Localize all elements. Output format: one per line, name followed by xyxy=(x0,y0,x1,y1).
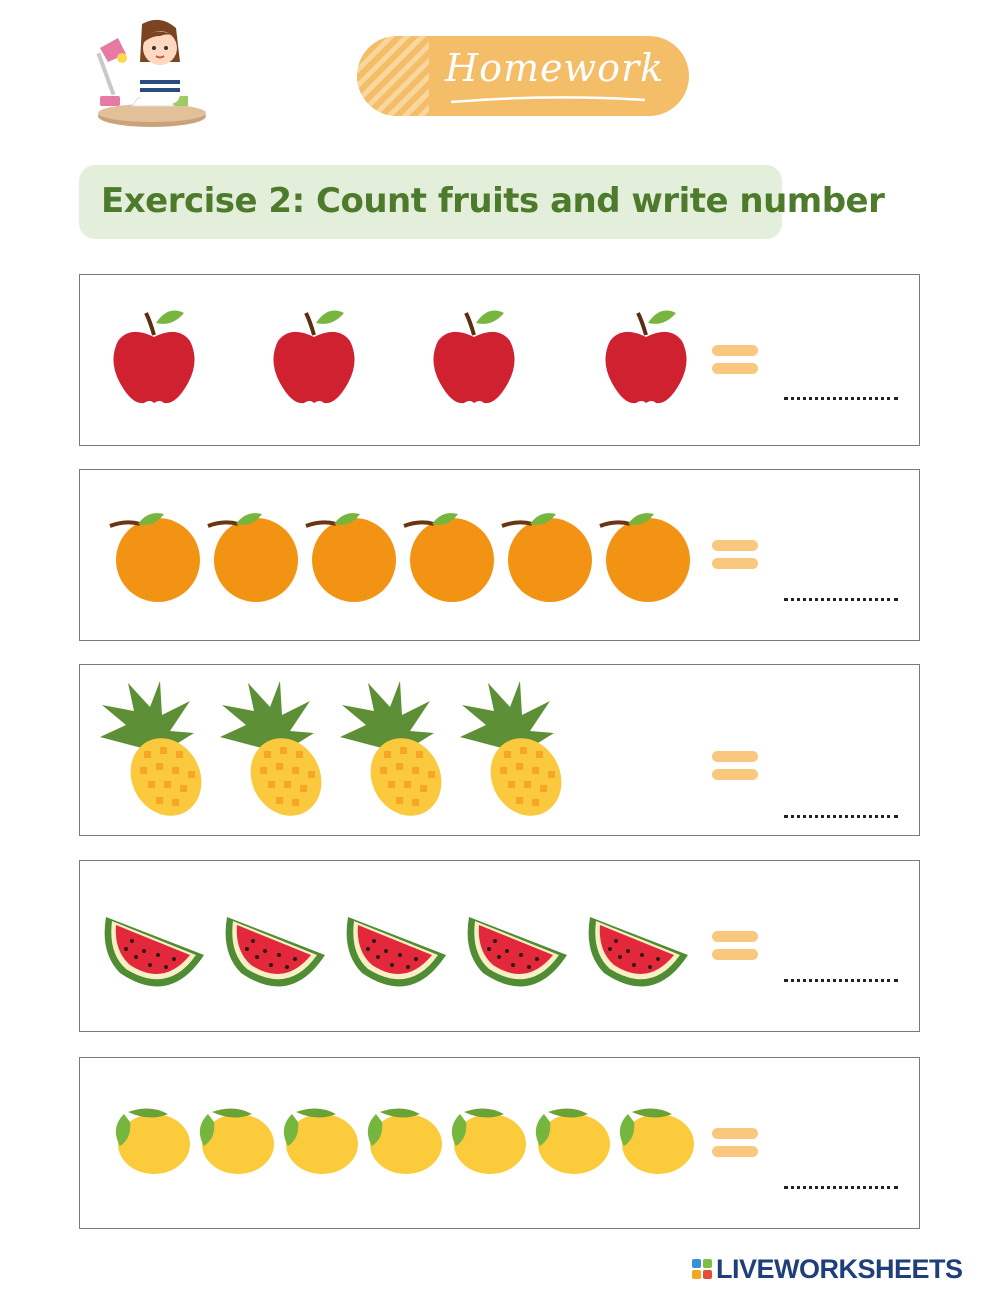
watermelon-icon xyxy=(342,911,452,989)
orange-icon xyxy=(598,510,694,604)
answer-blank-oranges[interactable] xyxy=(784,598,898,601)
badge-underline xyxy=(449,94,649,106)
lemon-icon xyxy=(110,1104,192,1180)
orange-icon xyxy=(402,510,498,604)
watermelon-icon xyxy=(584,911,694,989)
watermelon-icon xyxy=(221,911,331,989)
fruit-row-apples xyxy=(79,274,920,446)
answer-blank-lemons[interactable] xyxy=(784,1186,898,1189)
answer-blank-watermelons[interactable] xyxy=(784,979,898,982)
apple-icon xyxy=(430,307,518,407)
fruit-row-lemons xyxy=(79,1057,920,1229)
equals-icon xyxy=(712,1126,758,1160)
equals-icon xyxy=(712,929,758,963)
pineapple-icon xyxy=(458,681,570,821)
pineapple-icon xyxy=(98,681,210,821)
lemon-icon xyxy=(614,1104,696,1180)
fruit-row-pineapples xyxy=(79,664,920,836)
pineapple-icon xyxy=(338,681,450,821)
answer-blank-pineapples[interactable] xyxy=(784,815,898,818)
lemon-icon xyxy=(530,1104,612,1180)
equals-icon xyxy=(712,538,758,572)
homework-badge xyxy=(357,36,689,116)
fruit-row-oranges xyxy=(79,469,920,641)
pineapple-icon xyxy=(218,681,330,821)
liveworksheets-logo-icon xyxy=(692,1259,712,1279)
watermelon-icon xyxy=(100,911,210,989)
apple-icon xyxy=(110,307,198,407)
equals-icon xyxy=(712,749,758,783)
orange-icon xyxy=(500,510,596,604)
exercise-title-banner xyxy=(79,165,885,239)
girl-studying-illustration xyxy=(96,18,211,130)
equals-icon xyxy=(712,343,758,377)
liveworksheets-logo[interactable] xyxy=(692,1254,963,1284)
lemon-icon xyxy=(194,1104,276,1180)
apple-icon xyxy=(270,307,358,407)
badge-stripes xyxy=(357,36,429,116)
lemon-icon xyxy=(278,1104,360,1180)
apple-icon xyxy=(602,307,690,407)
orange-icon xyxy=(304,510,400,604)
orange-icon xyxy=(206,510,302,604)
homework-badge-label: Homework xyxy=(445,46,665,90)
liveworksheets-brand: LIVEWORKSHEETS xyxy=(716,1253,963,1284)
lemon-icon xyxy=(362,1104,444,1180)
watermelon-icon xyxy=(463,911,573,989)
answer-blank-apples[interactable] xyxy=(784,397,898,400)
fruit-row-watermelons xyxy=(79,860,920,1032)
lemon-icon xyxy=(446,1104,528,1180)
orange-icon xyxy=(108,510,204,604)
exercise-title: Exercise 2: Count fruits and write number xyxy=(101,181,885,221)
